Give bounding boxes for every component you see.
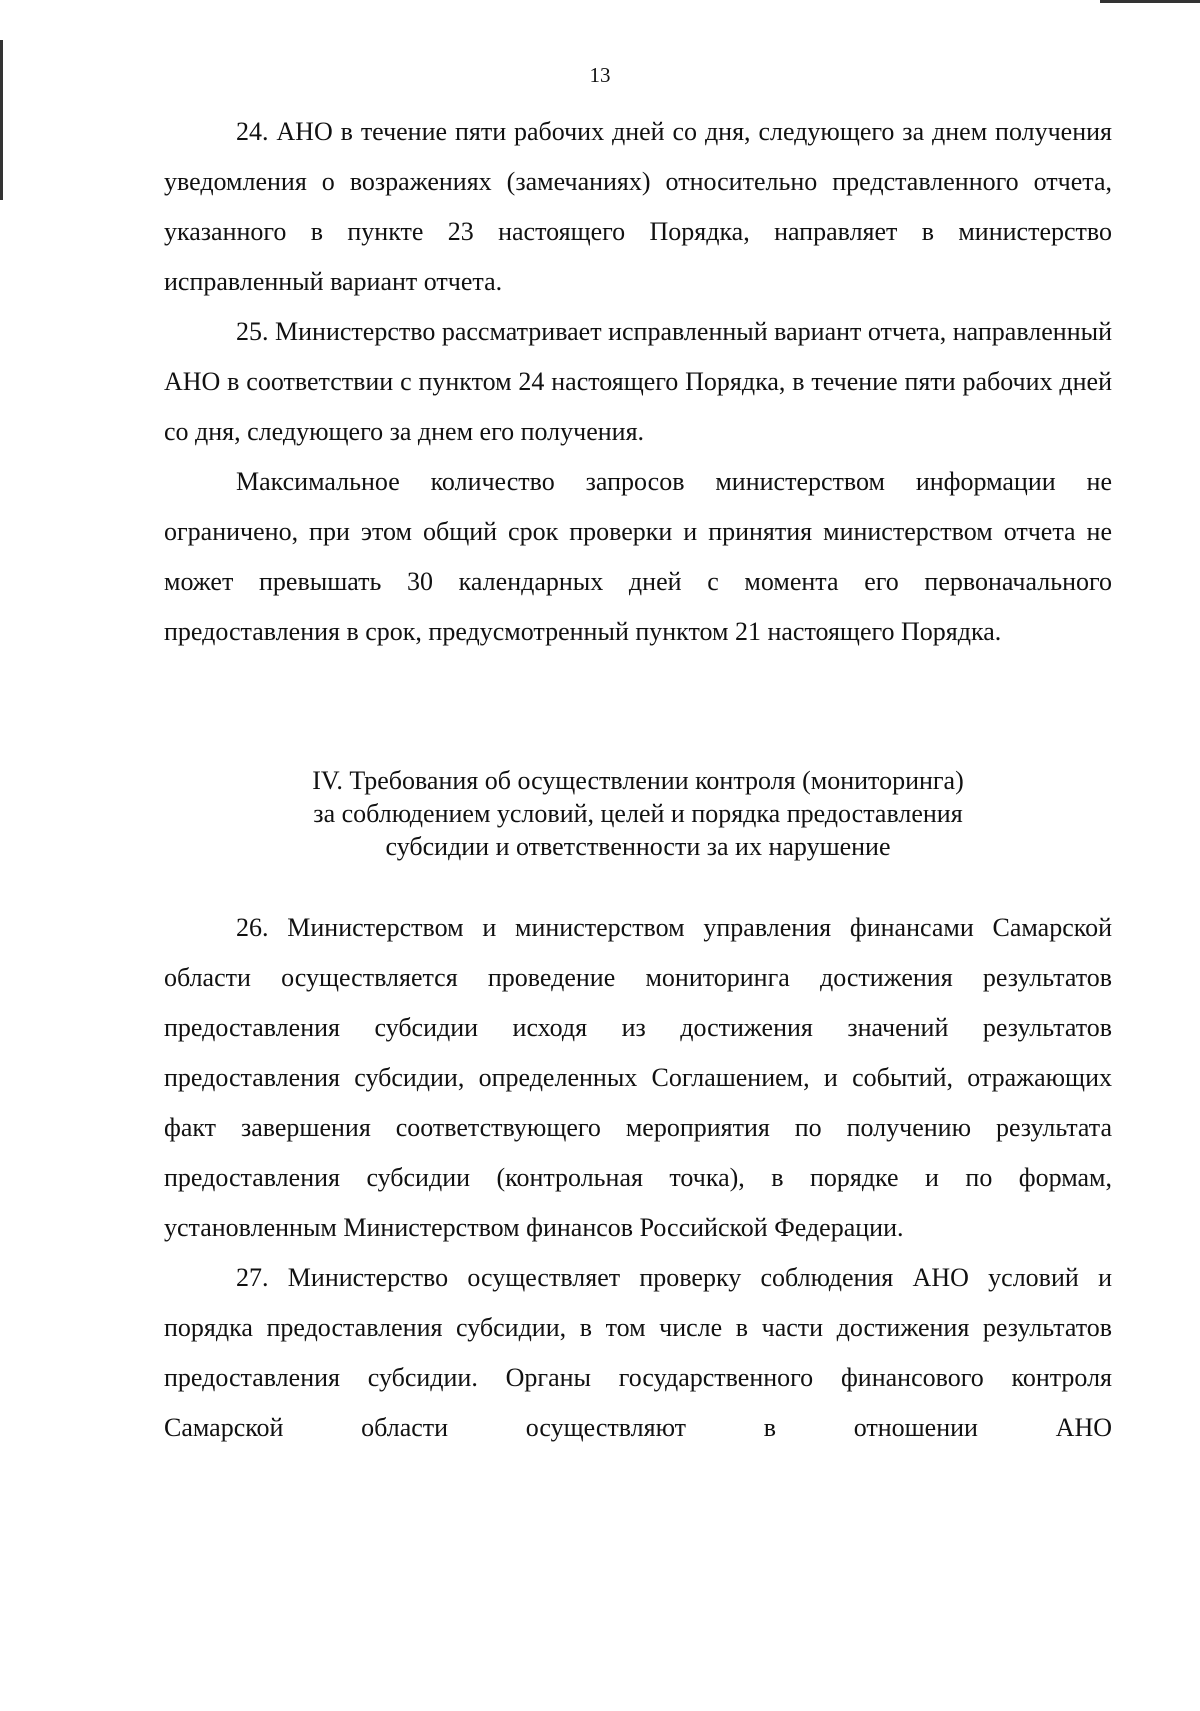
- section-heading: [164, 764, 1112, 863]
- paragraph-24: 24. АНО в течение пяти рабочих дней со дня, следующего за днем получения уведомления о возражениях (замечаниях) относительно представленного отчета, указанного в пункте 23 настоящего Порядка, направляет в министерство исправленный вариант отчета.: [164, 117, 1112, 296]
- page-number: 13: [589, 63, 611, 87]
- section-heading-line: субсидии и ответственности за их нарушение: [385, 832, 891, 861]
- section-heading-line: IV. Требования об осуществлении контроля (мониторинга): [312, 766, 964, 795]
- paragraph-27: 27. Министерство осуществляет проверку соблюдения АНО условий и порядка предоставления субсидии, в том числе в части достижения результатов предоставления субсидии. Органы государственного финансового контроля Самарской области осуществляют в отношении АНО: [164, 1263, 1112, 1442]
- section-heading-line: за соблюдением условий, целей и порядка предоставления: [313, 799, 963, 828]
- paragraph-max-requests: Максимальное количество запросов министерством информации не ограничено, при этом общий срок проверки и принятия министерством отчета не может превышать 30 календарных дней с момента его первоначального предоставления в срок, предусмотренный пунктом 21 настоящего Порядка.: [164, 467, 1112, 646]
- text-block-upper: [164, 107, 1112, 657]
- text-block-lower: [164, 903, 1112, 1453]
- paragraph-25: 25. Министерство рассматривает исправленный вариант отчета, направленный АНО в соответствии с пунктом 24 настоящего Порядка, в течение пяти рабочих дней со дня, следующего за днем его получения.: [164, 317, 1112, 446]
- paragraph-26: 26. Министерством и министерством управления финансами Самарской области осуществляется проведение мониторинга достижения результатов предоставления субсидии исходя из достижения значений результатов предоставления субсидии, определенных Соглашением, и событий, отражающих факт завершения соответствующего мероприятия по получению результата предоставления субсидии (контрольная точка), в порядке и по формам, установленным Министерством финансов Российской Федерации.: [164, 913, 1112, 1242]
- scan-edge-mark: [1100, 0, 1200, 3]
